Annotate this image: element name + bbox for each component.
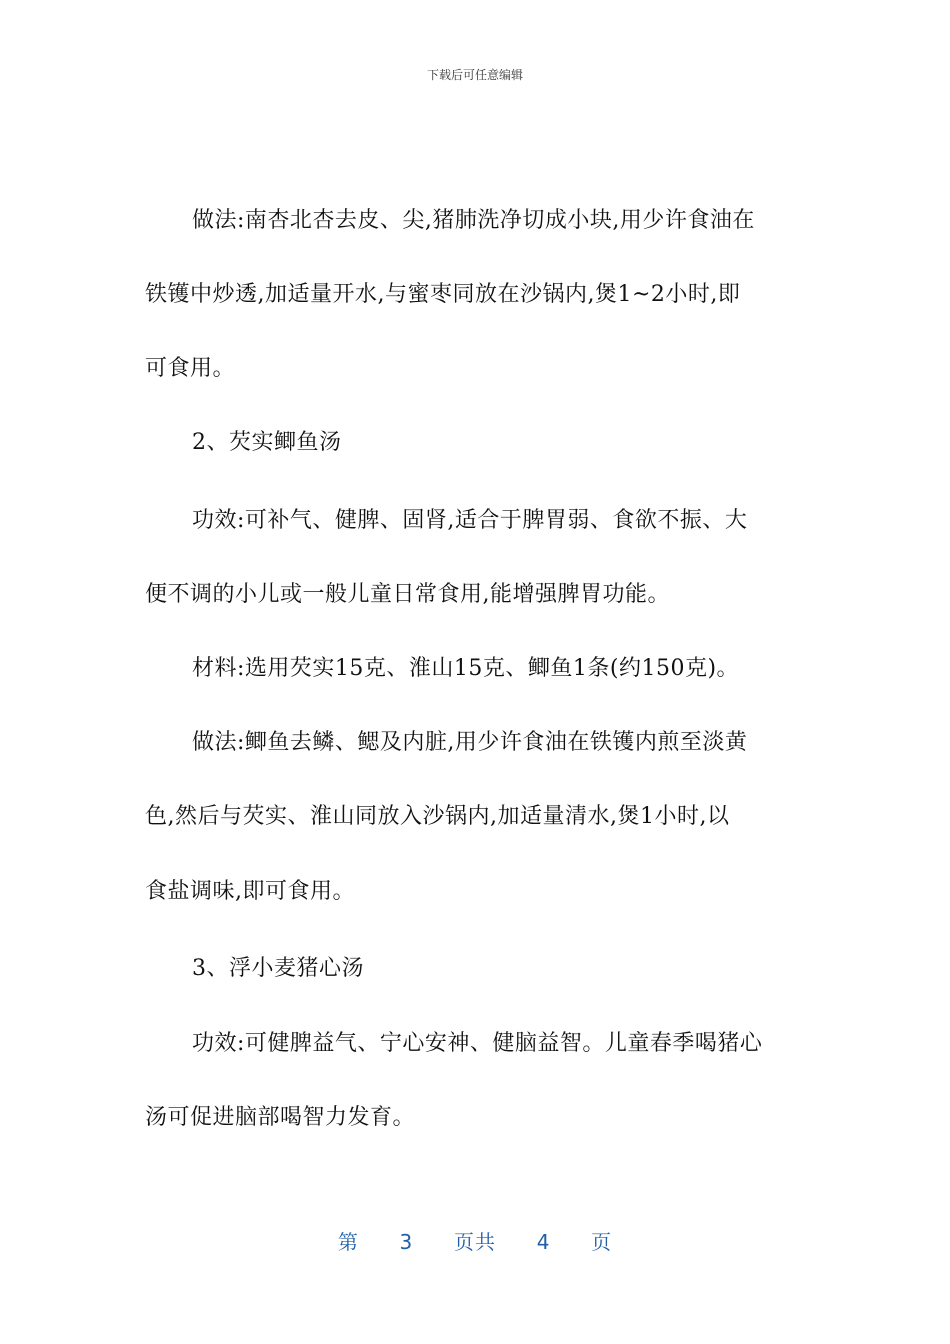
- paragraph-line: 食盐调味,即可食用。: [145, 879, 355, 904]
- section-heading: 3、浮小麦猪心汤: [192, 956, 364, 981]
- paragraph-line: 材料:选用芡实15克、淮山15克、鲫鱼1条(约150克)。: [192, 656, 740, 681]
- total-pages-number: 4: [536, 1230, 551, 1254]
- paragraph-line: 做法:鲫鱼去鳞、鳃及内脏,用少许食油在铁镬内煎至淡黄: [192, 730, 748, 755]
- paragraph-line: 铁镬中炒透,加适量开水,与蜜枣同放在沙锅内,煲1~2小时,即: [145, 282, 741, 307]
- paragraph-line: 做法:南杏北杏去皮、尖,猪肺洗净切成小块,用少许食油在: [192, 208, 755, 233]
- paragraph-line: 色,然后与芡实、淮山同放入沙锅内,加适量清水,煲1小时,以: [145, 804, 730, 829]
- page-label-suffix: 页: [591, 1230, 613, 1254]
- paragraph-line: 功效:可补气、健脾、固肾,适合于脾胃弱、食欲不振、大: [192, 508, 748, 533]
- paragraph-line: 功效:可健脾益气、宁心安神、健脑益智。儿童春季喝猪心: [192, 1031, 763, 1056]
- page-header: 下载后可任意编辑: [426, 68, 523, 82]
- section-heading: 2、芡实鲫鱼汤: [192, 430, 342, 455]
- page-label-prefix: 第: [337, 1230, 359, 1254]
- paragraph-line: 便不调的小儿或一般儿童日常食用,能增强脾胃功能。: [145, 582, 670, 607]
- page-label-mid: 页共: [454, 1230, 496, 1254]
- paragraph-line: 可食用。: [145, 356, 236, 381]
- page-footer: [0, 1226, 950, 1255]
- current-page-number: 3: [399, 1230, 414, 1254]
- paragraph-line: 汤可促进脑部喝智力发育。: [145, 1105, 416, 1130]
